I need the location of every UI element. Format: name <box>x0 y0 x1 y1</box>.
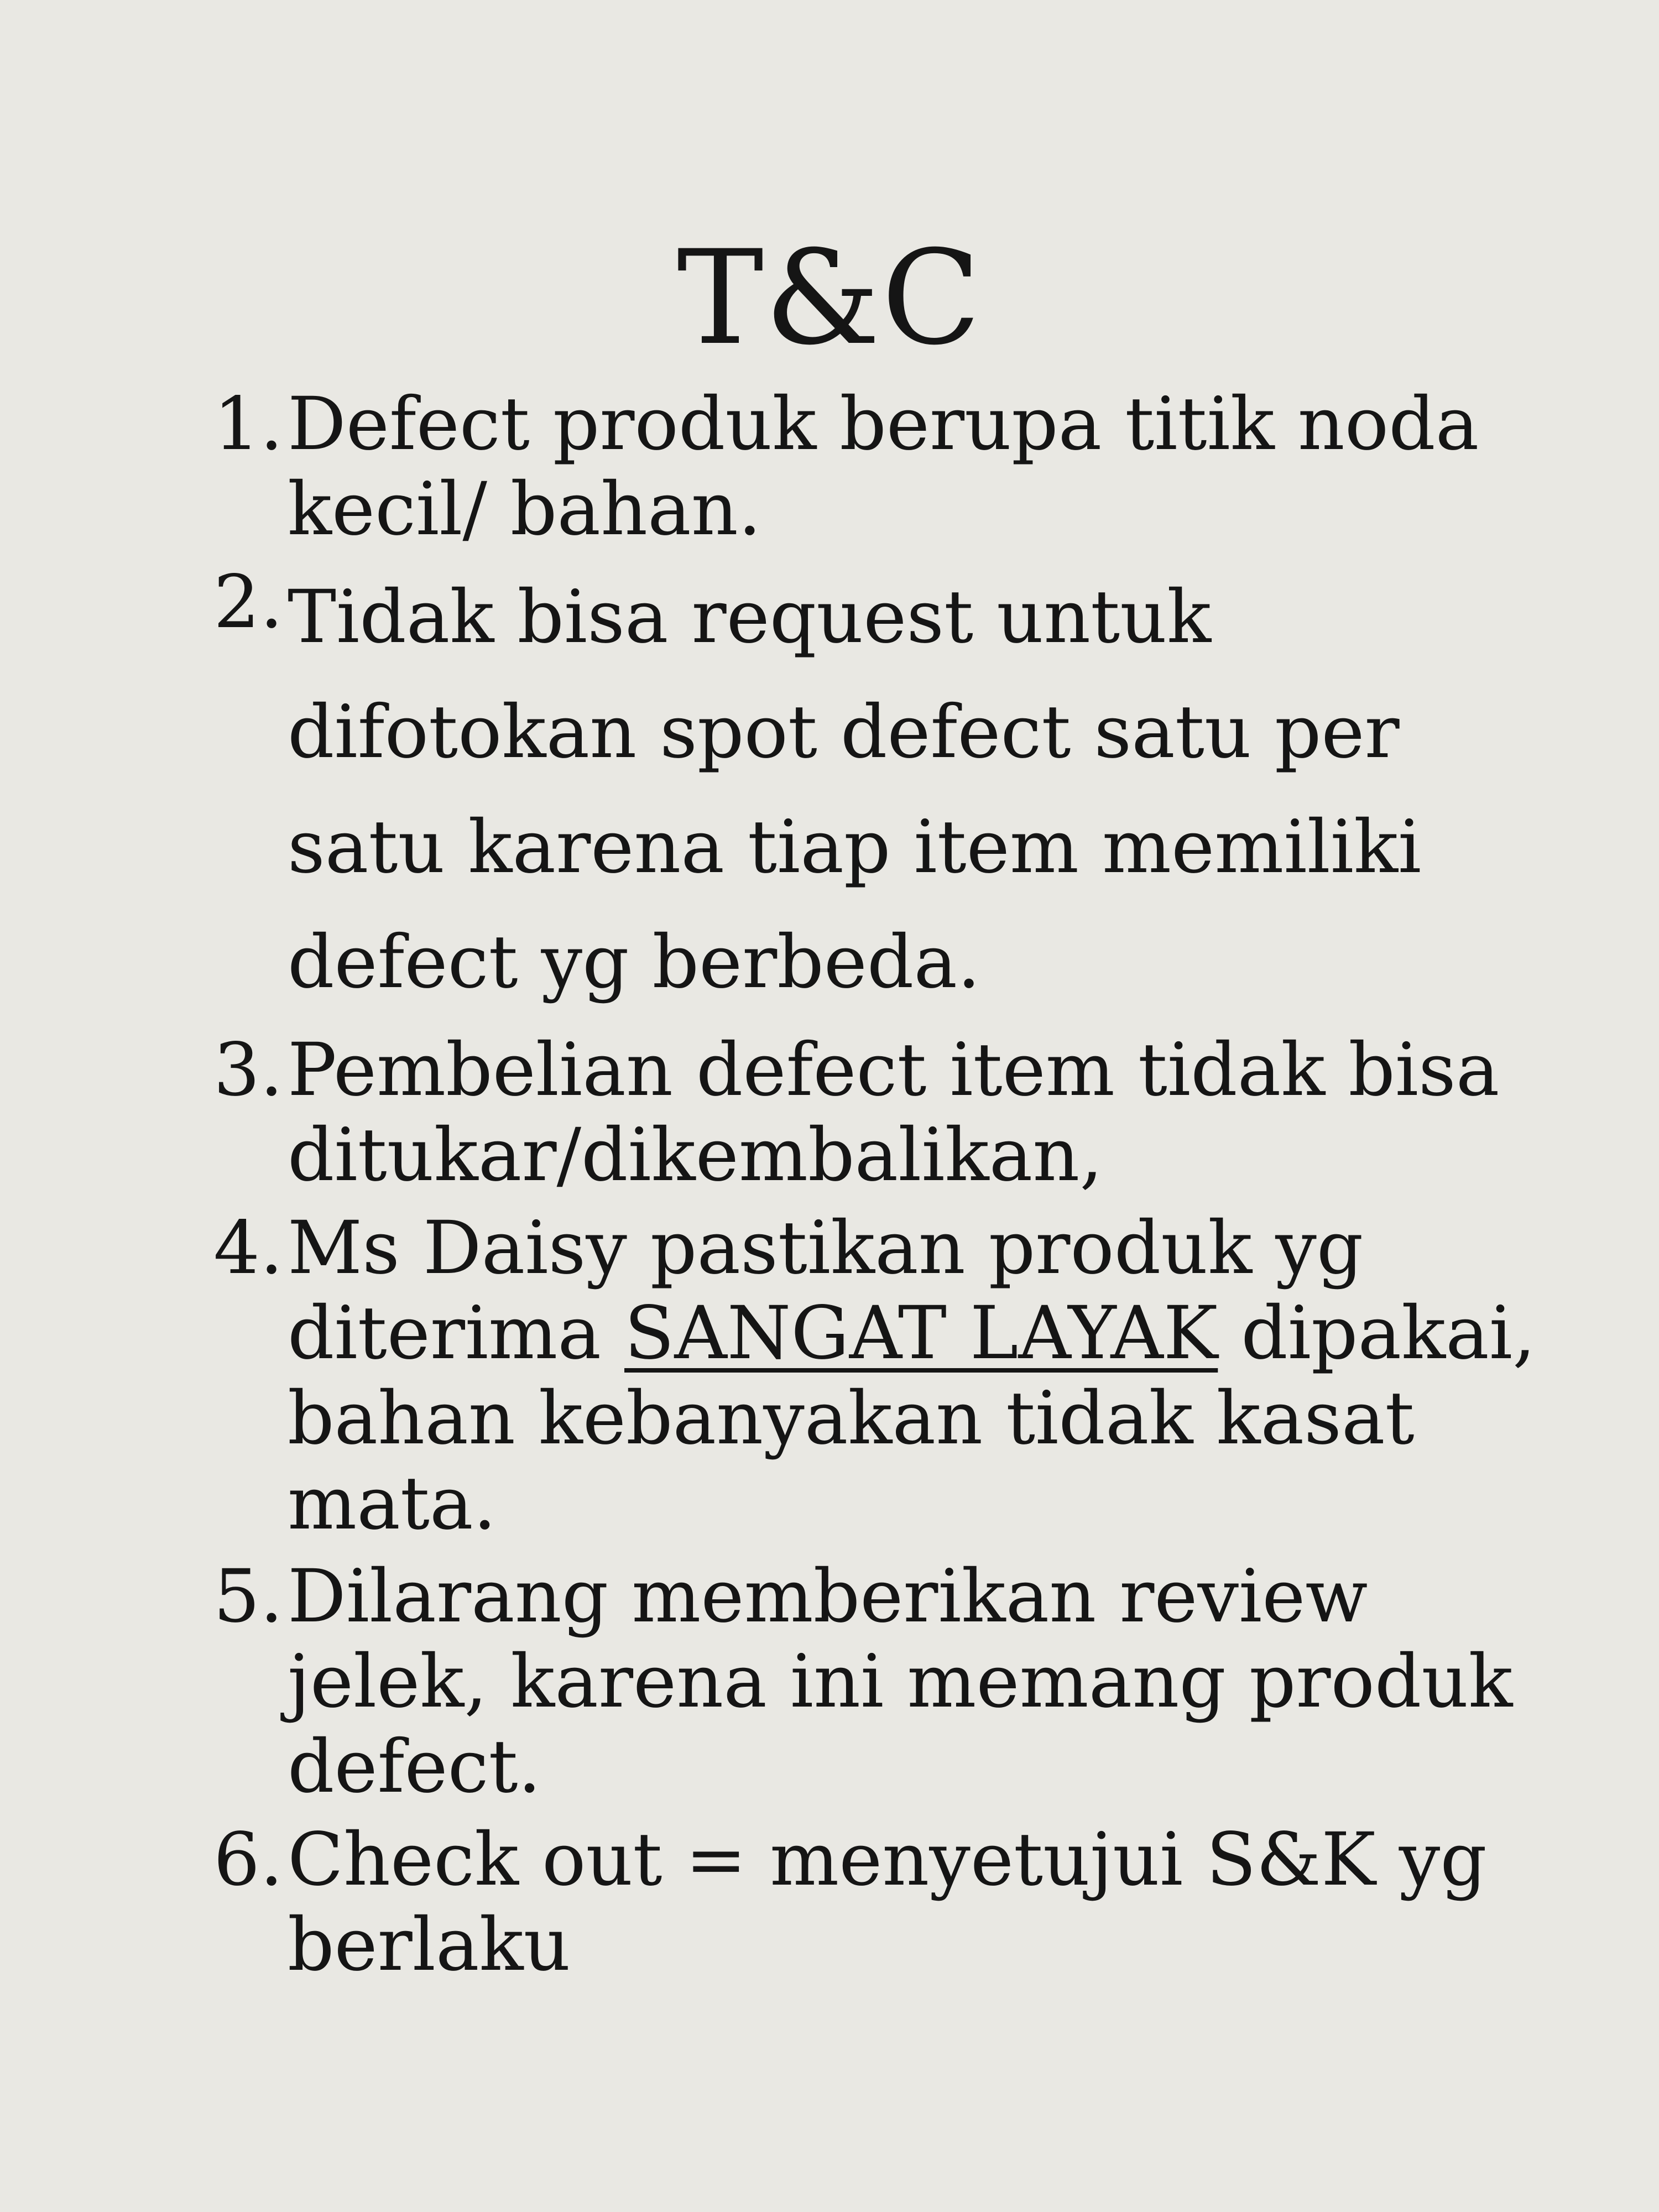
term-line: mata. <box>288 1461 497 1546</box>
term-line: ditukar/dikembalikan, <box>288 1113 1103 1198</box>
term-line-prefix: diterima <box>288 1291 625 1376</box>
term-line: Check out = menyetujui S&K yg <box>288 1817 1487 1902</box>
term-item-6 <box>210 1817 1526 1987</box>
term-line: Ms Daisy pastikan produk yg <box>288 1206 1364 1291</box>
term-number: 1. <box>213 382 283 467</box>
term-line-with-emphasis <box>288 1291 1536 1376</box>
term-item-4 <box>210 1206 1536 1546</box>
term-line: Tidak bisa request untuk <box>288 575 1212 660</box>
underlined-emphasis: SANGAT LAYAK <box>624 1291 1218 1376</box>
term-text <box>288 382 1526 552</box>
term-line: Pembelian defect item tidak bisa <box>288 1027 1500 1113</box>
term-line: satu karena tiap item memiliki <box>288 805 1422 890</box>
term-line: Defect produk berupa titik noda <box>288 382 1479 467</box>
term-number: 2. <box>213 560 283 645</box>
term-number: 6. <box>213 1817 283 1902</box>
term-line: jelek, karena ini memang produk <box>288 1639 1513 1724</box>
term-text <box>288 1817 1526 1987</box>
term-item-5 <box>210 1554 1526 1809</box>
terms-list <box>210 382 1536 1987</box>
term-line: difotokan spot defect satu per <box>288 690 1400 775</box>
term-item-2 <box>210 560 1526 1020</box>
term-item-1 <box>210 382 1526 552</box>
term-text <box>288 1554 1526 1809</box>
term-line: kecil/ bahan. <box>288 467 761 552</box>
term-number: 5. <box>213 1554 283 1639</box>
term-number: 3. <box>213 1027 283 1113</box>
term-number: 4. <box>213 1206 283 1291</box>
term-line: defect. <box>288 1724 541 1809</box>
term-line: bahan kebanyakan tidak kasat <box>288 1376 1415 1461</box>
term-line: Dilarang memberikan review <box>288 1554 1368 1639</box>
term-text <box>288 1206 1536 1546</box>
term-line-suffix: dipakai, <box>1218 1291 1536 1376</box>
term-item-3 <box>210 1027 1526 1198</box>
term-line: berlaku <box>288 1902 571 1987</box>
term-text <box>288 560 1526 1020</box>
page-title: T&C <box>677 223 982 374</box>
term-text <box>288 1027 1526 1198</box>
term-line: defect yg berbeda. <box>288 920 981 1005</box>
